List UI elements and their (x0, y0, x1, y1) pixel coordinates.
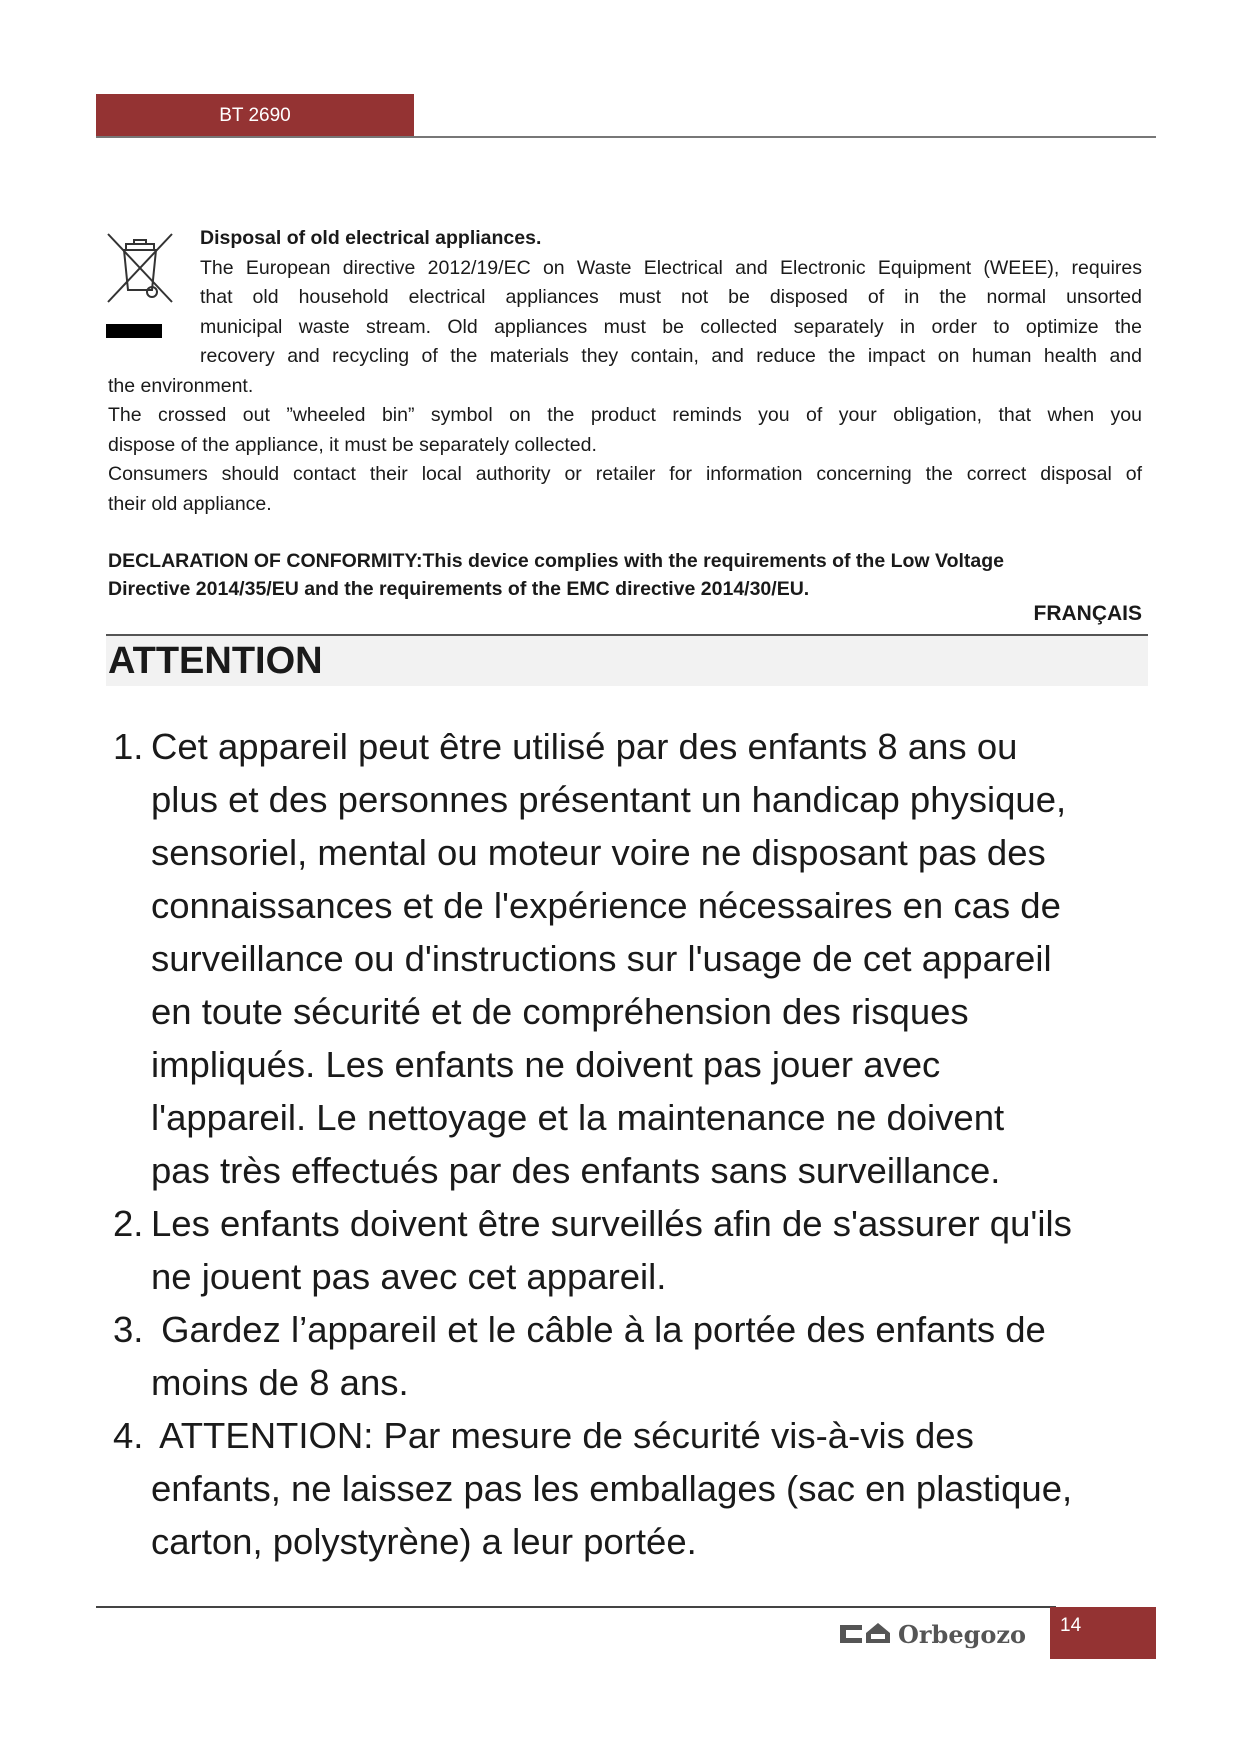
disposal-line: dispose of the appliance, it must be separately collected. (108, 433, 597, 456)
item-line: pas très effectués par des enfants sans surveillance. (151, 1150, 1001, 1191)
item-line: ne jouent pas avec cet appareil. (151, 1256, 667, 1297)
list-item (113, 1409, 1153, 1568)
item-line: l'appareil. Le nettoyage et la maintenance ne doivent (151, 1097, 1005, 1138)
item-line: en toute sécurité et de compréhension des risques (151, 991, 969, 1032)
item-line: Gardez l’appareil et le câble à la portée des enfants de (151, 1309, 1046, 1350)
item-number: 3. (113, 1309, 144, 1350)
header-model-label: BT 2690 (96, 94, 414, 137)
list-item (113, 720, 1153, 1197)
item-line: ATTENTION: Par mesure de sécurité vis-à-vis des (151, 1415, 974, 1456)
item-line: surveillance ou d'instructions sur l'usage de cet appareil (151, 938, 1052, 979)
attention-list (113, 720, 1153, 1568)
disposal-title: Disposal of old electrical appliances. (200, 227, 542, 249)
item-number: 2. (113, 1203, 144, 1244)
disposal-line: that old household electrical appliances must not be disposed of in the normal unsorted (200, 286, 1142, 308)
item-number: 4. (113, 1415, 144, 1456)
item-line: connaissances et de l'expérience nécessaires en cas de (151, 885, 1061, 926)
item-line: moins de 8 ans. (151, 1362, 409, 1403)
list-item (113, 1197, 1153, 1303)
item-line: impliqués. Les enfants ne doivent pas jouer avec (151, 1044, 941, 1085)
declaration-of-conformity (108, 547, 1148, 603)
item-line: enfants, ne laissez pas les emballages (sac en plastique, (151, 1468, 1073, 1509)
disposal-line: The European directive 2012/19/EC on Waste Electrical and Electronic Equipment (WEEE), requires (200, 256, 1142, 279)
orbegozo-logo (838, 1613, 1038, 1653)
disposal-line: The crossed out ”wheeled bin” symbol on the product reminds you of your obligation, that when you (108, 404, 1142, 426)
disposal-line: their old appliance. (108, 492, 272, 515)
declaration-line: Directive 2014/35/EU and the requirements of the EMC directive 2014/30/EU. (108, 578, 810, 600)
disposal-line: Consumers should contact their local authority or retailer for information concerning the correct disposal of (108, 463, 1142, 485)
disposal-section (108, 224, 1142, 519)
disposal-line: the environment. (108, 374, 254, 397)
item-line: Les enfants doivent être surveillés afin de s'assurer qu'ils (151, 1203, 1072, 1244)
footer-divider (96, 1606, 1056, 1608)
language-label: FRANÇAIS (1033, 602, 1142, 625)
page-number: 14 (1050, 1607, 1156, 1659)
item-number: 1. (113, 726, 144, 767)
item-line: carton, polystyrène) a leur portée. (151, 1521, 697, 1562)
item-line: plus et des personnes présentant un handicap physique, (151, 779, 1067, 820)
item-line: Cet appareil peut être utilisé par des enfants 8 ans ou (151, 726, 1018, 767)
disposal-line: municipal waste stream. Old appliances must be collected separately in order to optimize the (200, 315, 1142, 338)
declaration-line: DECLARATION OF CONFORMITY:This device complies with the requirements of the Low Voltage (108, 550, 1004, 572)
list-item (113, 1303, 1153, 1409)
svg-text:Orbegozo: Orbegozo (898, 1620, 1027, 1649)
item-line: sensoriel, mental ou moteur voire ne disposant pas des (151, 832, 1046, 873)
header-divider (96, 136, 1156, 138)
disposal-line: recovery and recycling of the materials they contain, and reduce the impact on human health and (200, 345, 1142, 367)
attention-heading: ATTENTION (106, 636, 1148, 686)
